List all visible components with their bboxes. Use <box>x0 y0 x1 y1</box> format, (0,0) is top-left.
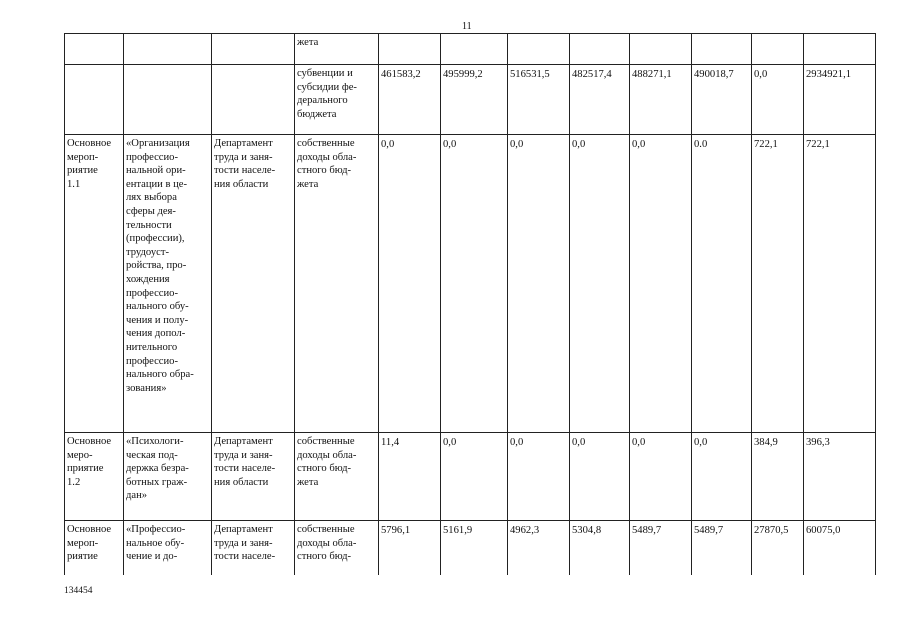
amount-cell <box>630 34 692 65</box>
executor-cell: Департамент труда и заня- тости населе- ния области <box>212 433 295 521</box>
budget-table <box>64 33 876 575</box>
amount-cell: 384,9 <box>752 433 804 521</box>
funding-source-cell: собственные доходы обла- стного бюд- жета <box>295 135 379 433</box>
measure-title-cell <box>124 34 212 65</box>
amount-cell: 0,0 <box>570 433 630 521</box>
amount-cell: 60075,0 <box>804 521 876 576</box>
budget-table-body <box>65 34 876 576</box>
amount-cell <box>570 34 630 65</box>
amount-cell: 0,0 <box>630 433 692 521</box>
table-row <box>65 433 876 521</box>
measure-title-cell: «Профессио- нальное обу- чение и до- <box>124 521 212 576</box>
amount-cell: 5304,8 <box>570 521 630 576</box>
amount-cell: 0,0 <box>508 433 570 521</box>
measure-cell: Основное меро- приятие 1.2 <box>65 433 124 521</box>
amount-cell: 5161,9 <box>441 521 508 576</box>
amount-cell: 27870,5 <box>752 521 804 576</box>
amount-cell <box>752 34 804 65</box>
amount-cell: 722,1 <box>752 135 804 433</box>
executor-cell <box>212 34 295 65</box>
amount-cell: 461583,2 <box>379 65 441 135</box>
measure-cell: Основное мероп- риятие 1.1 <box>65 135 124 433</box>
amount-cell: 2934921,1 <box>804 65 876 135</box>
table-row <box>65 135 876 433</box>
amount-cell <box>508 34 570 65</box>
measure-title-cell: «Психологи- ческая под- держка безра- ботных граж- дан» <box>124 433 212 521</box>
table-row <box>65 521 876 576</box>
document-code: 134454 <box>64 586 93 596</box>
amount-cell: 5489,7 <box>692 521 752 576</box>
funding-source-cell: жета <box>295 34 379 65</box>
amount-cell <box>804 34 876 65</box>
amount-cell <box>379 34 441 65</box>
amount-cell: 488271,1 <box>630 65 692 135</box>
funding-source-cell: собственные доходы обла- стного бюд- жета <box>295 433 379 521</box>
amount-cell: 490018,7 <box>692 65 752 135</box>
amount-cell: 722,1 <box>804 135 876 433</box>
measure-cell: Основное мероп- риятие <box>65 521 124 576</box>
amount-cell <box>692 34 752 65</box>
amount-cell: 482517,4 <box>570 65 630 135</box>
executor-cell <box>212 65 295 135</box>
table-row <box>65 34 876 65</box>
amount-cell: 0,0 <box>508 135 570 433</box>
amount-cell: 0,0 <box>379 135 441 433</box>
amount-cell: 0,0 <box>441 433 508 521</box>
amount-cell: 0,0 <box>570 135 630 433</box>
amount-cell: 5796,1 <box>379 521 441 576</box>
executor-cell: Департамент труда и заня- тости населе- ния области <box>212 135 295 433</box>
measure-title-cell: «Организация профессио- нальной ори- ентации в це- лях выбора сферы дея- тельности (профессии), трудоуст- ройства, про- хождения профессио- нального обу- чения и полу- чения допол- нительного профессио- нального обра- зования» <box>124 135 212 433</box>
amount-cell: 0,0 <box>752 65 804 135</box>
measure-title-cell <box>124 65 212 135</box>
measure-cell <box>65 65 124 135</box>
executor-cell: Департамент труда и заня- тости населе- <box>212 521 295 576</box>
amount-cell: 4962,3 <box>508 521 570 576</box>
amount-cell: 495999,2 <box>441 65 508 135</box>
amount-cell <box>441 34 508 65</box>
amount-cell: 396,3 <box>804 433 876 521</box>
amount-cell: 0,0 <box>441 135 508 433</box>
measure-cell <box>65 34 124 65</box>
amount-cell: 516531,5 <box>508 65 570 135</box>
funding-source-cell: собственные доходы обла- стного бюд- <box>295 521 379 576</box>
page-number: 11 <box>462 21 472 32</box>
amount-cell: 0,0 <box>630 135 692 433</box>
table-row <box>65 65 876 135</box>
amount-cell: 0,0 <box>692 433 752 521</box>
amount-cell: 0.0 <box>692 135 752 433</box>
funding-source-cell: субвенции и субсидии фе- дерального бюджета <box>295 65 379 135</box>
amount-cell: 11,4 <box>379 433 441 521</box>
amount-cell: 5489,7 <box>630 521 692 576</box>
